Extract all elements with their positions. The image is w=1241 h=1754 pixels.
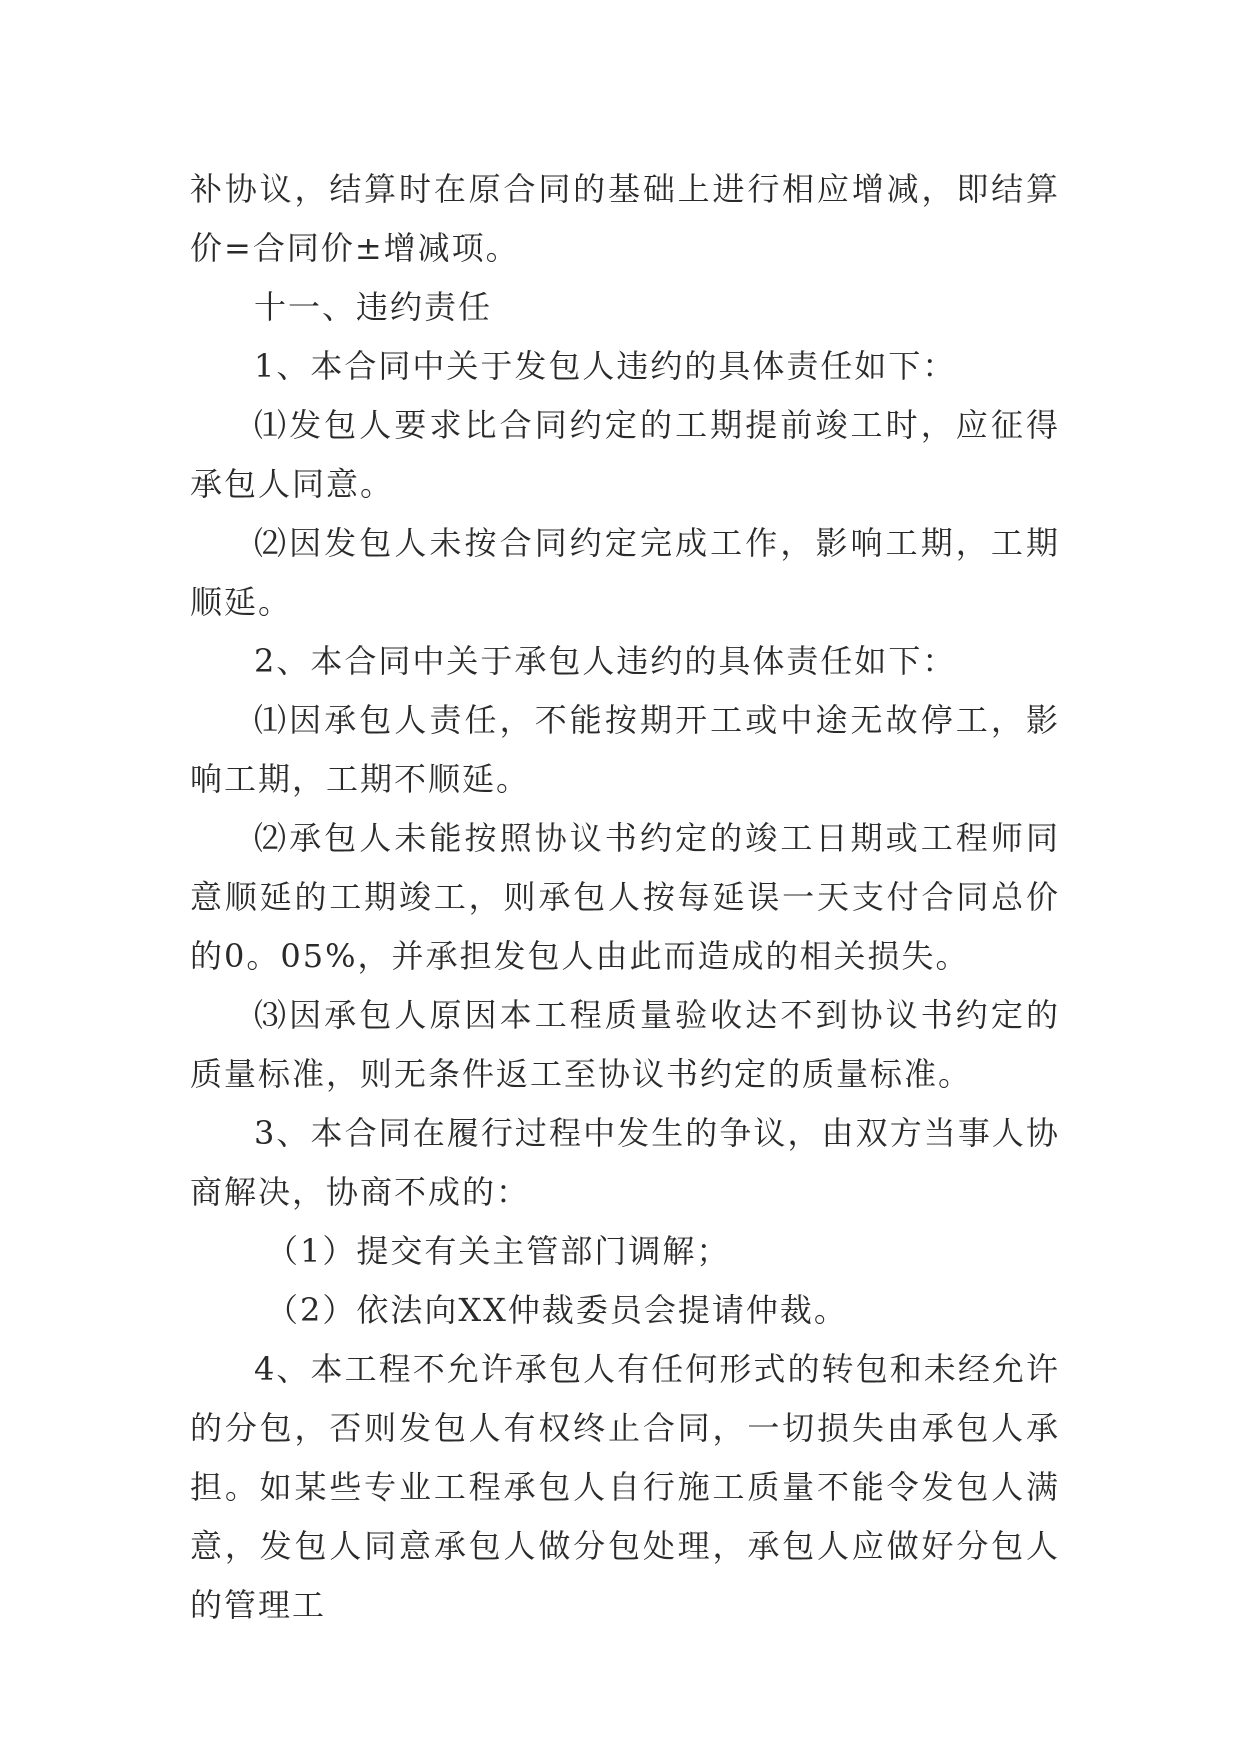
- clause-2-item-1: ⑴因承包人责任，不能按期开工或中途无故停工，影响工期，工期不顺延。: [190, 701, 1060, 798]
- paragraph-settlement-continuation: 补协议，结算时在原合同的基础上进行相应增减，即结算价=合同价±增减项。: [190, 170, 1060, 267]
- document-body: [190, 160, 1060, 1635]
- clause-3-option-2: （2）依法向XX仲裁委员会提请仲裁。: [266, 1291, 848, 1329]
- clause-4-subcontracting: 4、本工程不允许承包人有任何形式的转包和未经允许的分包，否则发包人有权终止合同，一切损失由承包人承担。如某些专业工程承包人自行施工质量不能令发包人满意，发包人同意承包人做分包处理，承包人应做好分包人的管理工: [190, 1350, 1060, 1624]
- clause-3-disputes: 3、本合同在履行过程中发生的争议，由双方当事人协商解决，协商不成的：: [190, 1114, 1060, 1211]
- section-heading-breach-liability: 十一、违约责任: [254, 288, 493, 326]
- clause-2-contractor-breach: 2、本合同中关于承包人违约的具体责任如下：: [254, 642, 957, 680]
- clause-2-item-3: ⑶因承包人原因本工程质量验收达不到协议书约定的质量标准，则无条件返工至协议书约定的质量标准。: [190, 996, 1060, 1093]
- clause-1-item-1: ⑴发包人要求比合同约定的工期提前竣工时，应征得承包人同意。: [190, 406, 1060, 503]
- clause-1-item-2: ⑵因发包人未按合同约定完成工作，影响工期，工期顺延。: [190, 524, 1060, 621]
- clause-2-item-2: ⑵承包人未能按照协议书约定的竣工日期或工程师同意顺延的工期竣工，则承包人按每延误一天支付合同总价的0。05%，并承担发包人由此而造成的相关损失。: [190, 819, 1060, 975]
- clause-3-option-1: （1）提交有关主管部门调解；: [266, 1232, 731, 1270]
- clause-1-employer-breach: 1、本合同中关于发包人违约的具体责任如下：: [254, 347, 957, 385]
